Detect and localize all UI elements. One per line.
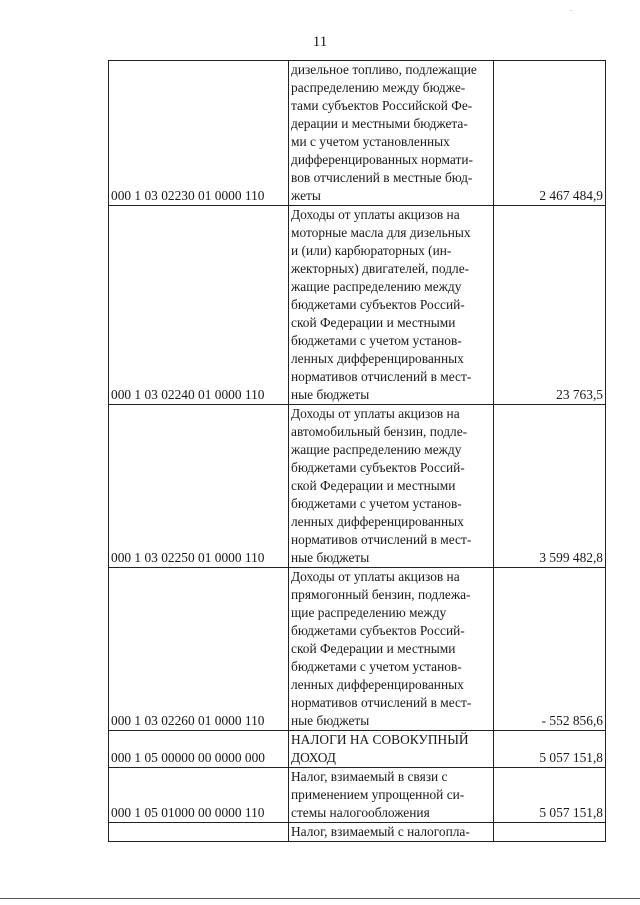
budget-code-cell: 000 1 05 00000 00 0000 000 (109, 731, 289, 768)
corner-mark: . (570, 4, 572, 13)
table-row (109, 405, 606, 568)
revenue-name-cell: Налог, взимаемый с налогопла- (289, 823, 494, 842)
revenue-name-cell: Доходы от уплаты акцизов на моторные масла для дизельных и (или) карбюраторных (ин- жекторных) двигателей, подле- жащие распределению между бюджетами субъектов Россий- ской Федерации и местными бюджетами с учетом установ- ленных дифференцированных нормативов отчислений в мест- ные бюджеты (289, 206, 494, 405)
amount-cell: 5 057 151,8 (494, 768, 606, 823)
budget-code-cell (109, 823, 289, 842)
budget-code-cell: 000 1 03 02240 01 0000 110 (109, 206, 289, 405)
table-row (109, 731, 606, 768)
revenue-name-cell: дизельное топливо, подлежащие распределению между бюдже- тами субъектов Российской Фе- дерации и местными бюджета- ми с учетом установленных дифференцированных нормати- вов отчислений в местные бюд- жеты (289, 61, 494, 206)
amount-cell (494, 823, 606, 842)
amount-cell: 3 599 482,8 (494, 405, 606, 568)
page-bottom-rule (0, 898, 640, 899)
amount-cell: 23 763,5 (494, 206, 606, 405)
page-number: 11 (312, 34, 328, 50)
table-row (109, 768, 606, 823)
revenue-name-cell: Налог, взимаемый в связи с применением упрощенной си- стемы налогообложения (289, 768, 494, 823)
revenue-name-cell: Доходы от уплаты акцизов на прямогонный бензин, подлежа- щие распределению между бюджетами субъектов Россий- ской Федерации и местными бюджетами с учетом установ- ленных дифференцированных нормативов отчислений в мест- ные бюджеты (289, 568, 494, 731)
table-row (109, 568, 606, 731)
table-row (109, 61, 606, 206)
budget-code-cell: 000 1 03 02230 01 0000 110 (109, 61, 289, 206)
table-row (109, 823, 606, 842)
budget-code-cell: 000 1 03 02260 01 0000 110 (109, 568, 289, 731)
amount-cell: 5 057 151,8 (494, 731, 606, 768)
budget-code-cell: 000 1 05 01000 00 0000 110 (109, 768, 289, 823)
revenue-table (108, 60, 606, 842)
table-row (109, 206, 606, 405)
revenue-name-cell: НАЛОГИ НА СОВОКУПНЫЙ ДОХОД (289, 731, 494, 768)
amount-cell: - 552 856,6 (494, 568, 606, 731)
budget-code-cell: 000 1 03 02250 01 0000 110 (109, 405, 289, 568)
amount-cell: 2 467 484,9 (494, 61, 606, 206)
revenue-name-cell: Доходы от уплаты акцизов на автомобильный бензин, подле- жащие распределению между бюджетами субъектов Россий- ской Федерации и местными бюджетами с учетом установ- ленных дифференцированных нормативов отчислений в мест- ные бюджеты (289, 405, 494, 568)
